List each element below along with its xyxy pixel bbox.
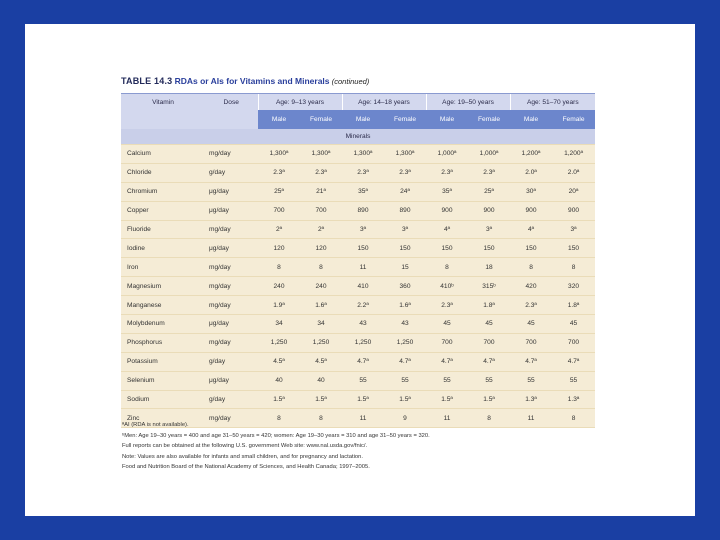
value-cell: 2ª (258, 220, 300, 239)
female-header: Female (384, 110, 426, 129)
value-cell: 900 (552, 201, 595, 220)
value-cell: 900 (426, 201, 468, 220)
value-cell: 34 (258, 315, 300, 334)
dose-unit: mg/day (205, 258, 258, 277)
footnote-line: Note: Values are also available for infants and small children, and for pregnancy and lactation. (122, 453, 363, 460)
value-cell: 410ᵇ (426, 277, 468, 296)
value-cell: 3ª (342, 220, 384, 239)
value-cell: 8 (552, 409, 595, 428)
mineral-name: Sodium (121, 390, 205, 409)
table-row (121, 315, 595, 334)
dose-column-header: Dose (205, 94, 258, 110)
value-cell: 120 (300, 239, 342, 258)
mineral-name: Calcium (121, 145, 205, 164)
dose-unit: g/day (205, 352, 258, 371)
mineral-name: Magnesium (121, 277, 205, 296)
table-caption (121, 76, 595, 93)
value-cell: 2.3ª (300, 163, 342, 182)
value-cell: 1,300ª (342, 145, 384, 164)
value-cell: 700 (426, 333, 468, 352)
mineral-name: Iron (121, 258, 205, 277)
value-cell: 150 (510, 239, 552, 258)
value-cell: 8 (510, 258, 552, 277)
female-header: Female (300, 110, 342, 129)
value-cell: 150 (342, 239, 384, 258)
value-cell: 18 (468, 258, 510, 277)
value-cell: 1.3ª (510, 390, 552, 409)
mineral-name: Chromium (121, 182, 205, 201)
value-cell: 4.5ª (300, 352, 342, 371)
mineral-name: Potassium (121, 352, 205, 371)
value-cell: 55 (468, 371, 510, 390)
value-cell: 120 (258, 239, 300, 258)
value-cell: 45 (552, 315, 595, 334)
table-continued-note: (continued) (331, 77, 370, 86)
dose-unit: μg/day (205, 201, 258, 220)
value-cell: 2.3ª (258, 163, 300, 182)
value-cell: 2.0ª (510, 163, 552, 182)
dose-unit: mg/day (205, 333, 258, 352)
value-cell: 150 (468, 239, 510, 258)
vitamin-column-header: Vitamin (121, 94, 205, 110)
table-row (121, 371, 595, 390)
value-cell: 1.5ª (342, 390, 384, 409)
age-group-header: Age: 9–13 years (258, 94, 342, 110)
value-cell: 1.5ª (258, 390, 300, 409)
mineral-name: Selenium (121, 371, 205, 390)
value-cell: 40 (258, 371, 300, 390)
value-cell: 55 (426, 371, 468, 390)
table-row (121, 277, 595, 296)
footnote-line: ᵇMen: Age 19–30 years = 400 and age 31–50 years = 420; women: Age 19–30 years = 310 and age 31–50 years = 320. (122, 432, 430, 439)
value-cell: 4.7ª (552, 352, 595, 371)
value-cell: 9 (384, 409, 426, 428)
value-cell: 11 (510, 409, 552, 428)
value-cell: 4.7ª (510, 352, 552, 371)
dose-unit: μg/day (205, 371, 258, 390)
male-header: Male (342, 110, 384, 129)
value-cell: 240 (258, 277, 300, 296)
footnote-line: ªAI (RDA is not available). (122, 422, 189, 428)
value-cell: 150 (552, 239, 595, 258)
table-row (121, 258, 595, 277)
dose-unit: mg/day (205, 296, 258, 315)
value-cell: 4.7ª (468, 352, 510, 371)
value-cell: 150 (384, 239, 426, 258)
value-cell: 2ª (300, 220, 342, 239)
dose-unit: mg/day (205, 145, 258, 164)
value-cell: 420 (510, 277, 552, 296)
value-cell: 8 (300, 409, 342, 428)
value-cell: 2.0ª (552, 163, 595, 182)
value-cell: 1.3ª (552, 390, 595, 409)
value-cell: 4.7ª (426, 352, 468, 371)
blank-header-cell (121, 110, 205, 129)
male-header: Male (510, 110, 552, 129)
mineral-name: Iodine (121, 239, 205, 258)
value-cell: 55 (342, 371, 384, 390)
value-cell: 700 (300, 201, 342, 220)
table-body (121, 129, 595, 428)
value-cell: 2.3ª (426, 163, 468, 182)
male-header: Male (258, 110, 300, 129)
value-cell: 1,250 (384, 333, 426, 352)
dose-unit: mg/day (205, 220, 258, 239)
table-row (121, 163, 595, 182)
footnotes (122, 420, 602, 473)
dose-unit: mg/day (205, 277, 258, 296)
value-cell: 1.8ª (552, 296, 595, 315)
dose-unit: g/day (205, 163, 258, 182)
value-cell: 410 (342, 277, 384, 296)
value-cell: 25ª (258, 182, 300, 201)
table-row (121, 145, 595, 164)
table-row (121, 182, 595, 201)
footnote-line: Full reports can be obtained at the following U.S. government Web site: www.nal.usda.gov/fnic/. (122, 443, 368, 449)
table-row (121, 333, 595, 352)
value-cell: 2.3ª (468, 163, 510, 182)
value-cell: 1,300ª (384, 145, 426, 164)
table-row (121, 220, 595, 239)
value-cell: 30ª (510, 182, 552, 201)
value-cell: 1,200ª (552, 145, 595, 164)
value-cell: 1.8ª (468, 296, 510, 315)
value-cell: 700 (258, 201, 300, 220)
value-cell: 8 (258, 258, 300, 277)
value-cell: 890 (384, 201, 426, 220)
value-cell: 15 (384, 258, 426, 277)
table-label: TABLE 14.3 (121, 76, 173, 86)
value-cell: 1,250 (342, 333, 384, 352)
value-cell: 890 (342, 201, 384, 220)
value-cell: 8 (300, 258, 342, 277)
value-cell: 11 (342, 409, 384, 428)
age-group-header: Age: 51–70 years (510, 94, 595, 110)
value-cell: 43 (384, 315, 426, 334)
value-cell: 1.5ª (468, 390, 510, 409)
value-cell: 21ª (300, 182, 342, 201)
value-cell: 25ª (468, 182, 510, 201)
value-cell: 8 (468, 409, 510, 428)
value-cell: 240 (300, 277, 342, 296)
value-cell: 1.6ª (300, 296, 342, 315)
value-cell: 11 (426, 409, 468, 428)
value-cell: 1,000ª (468, 145, 510, 164)
value-cell: 4.7ª (384, 352, 426, 371)
table-row (121, 296, 595, 315)
dose-unit: g/day (205, 390, 258, 409)
value-cell: 55 (384, 371, 426, 390)
value-cell: 4.5ª (258, 352, 300, 371)
value-cell: 700 (552, 333, 595, 352)
female-header: Female (468, 110, 510, 129)
male-header: Male (426, 110, 468, 129)
value-cell: 45 (426, 315, 468, 334)
minerals-section-label: Minerals (121, 129, 595, 145)
value-cell: 1.5ª (426, 390, 468, 409)
header-row (121, 94, 595, 110)
value-cell: 35ª (426, 182, 468, 201)
female-header: Female (552, 110, 595, 129)
rda-table (121, 94, 595, 428)
value-cell: 700 (510, 333, 552, 352)
value-cell: 11 (342, 258, 384, 277)
value-cell: 1,250 (258, 333, 300, 352)
value-cell: 35ª (342, 182, 384, 201)
mineral-name: Copper (121, 201, 205, 220)
table-row (121, 201, 595, 220)
value-cell: 20ª (552, 182, 595, 201)
value-cell: 45 (468, 315, 510, 334)
value-cell: 8 (552, 258, 595, 277)
table-row (121, 352, 595, 371)
value-cell: 1,200ª (510, 145, 552, 164)
value-cell: 4.7ª (342, 352, 384, 371)
dose-unit: μg/day (205, 315, 258, 334)
value-cell: 2.3ª (384, 163, 426, 182)
value-cell: 1,300ª (300, 145, 342, 164)
value-cell: 1,000ª (426, 145, 468, 164)
value-cell: 3ª (384, 220, 426, 239)
value-cell: 2.3ª (426, 296, 468, 315)
value-cell: 2.3ª (342, 163, 384, 182)
value-cell: 34 (300, 315, 342, 334)
sex-header-row (121, 110, 595, 129)
value-cell: 320 (552, 277, 595, 296)
value-cell: 4ª (426, 220, 468, 239)
blank-header-cell (205, 110, 258, 129)
value-cell: 900 (468, 201, 510, 220)
value-cell: 55 (552, 371, 595, 390)
table-title: RDAs or AIs for Vitamins and Minerals (174, 76, 330, 86)
value-cell: 45 (510, 315, 552, 334)
value-cell: 24ª (384, 182, 426, 201)
value-cell: 43 (342, 315, 384, 334)
mineral-name: Chloride (121, 163, 205, 182)
mineral-name: Phosphorus (121, 333, 205, 352)
value-cell: 360 (384, 277, 426, 296)
value-cell: 8 (426, 258, 468, 277)
value-cell: 8 (258, 409, 300, 428)
value-cell: 1.5ª (300, 390, 342, 409)
mineral-name: Molybdenum (121, 315, 205, 334)
value-cell: 3ª (552, 220, 595, 239)
mineral-name: Fluoride (121, 220, 205, 239)
value-cell: 2.2ª (342, 296, 384, 315)
value-cell: 1.5ª (384, 390, 426, 409)
value-cell: 55 (510, 371, 552, 390)
value-cell: 1.9ª (258, 296, 300, 315)
age-group-header: Age: 14–18 years (342, 94, 426, 110)
mineral-name: Manganese (121, 296, 205, 315)
section-row (121, 129, 595, 145)
value-cell: 2.3ª (510, 296, 552, 315)
value-cell: 700 (468, 333, 510, 352)
value-cell: 4ª (510, 220, 552, 239)
value-cell: 1.6ª (384, 296, 426, 315)
value-cell: 1,300ª (258, 145, 300, 164)
value-cell: 150 (426, 239, 468, 258)
value-cell: 1,250 (300, 333, 342, 352)
table-row (121, 390, 595, 409)
table-row (121, 239, 595, 258)
nutrient-table-figure (121, 76, 595, 428)
dose-unit: mg/day (205, 409, 258, 428)
dose-unit: μg/day (205, 182, 258, 201)
age-group-header: Age: 19–50 years (426, 94, 510, 110)
footnote-line: Food and Nutrition Board of the National Academy of Sciences, and Health Canada; 1997–2005. (122, 464, 370, 470)
value-cell: 315ᵇ (468, 277, 510, 296)
value-cell: 900 (510, 201, 552, 220)
mineral-name: Zinc (121, 409, 205, 428)
dose-unit: μg/day (205, 239, 258, 258)
value-cell: 3ª (468, 220, 510, 239)
value-cell: 40 (300, 371, 342, 390)
slide (25, 24, 695, 516)
